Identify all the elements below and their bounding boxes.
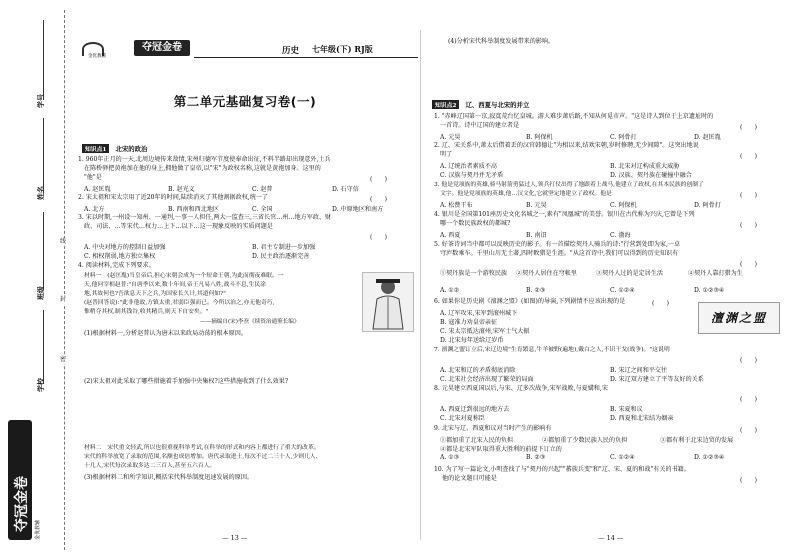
knowledge-point-2 [432,100,529,109]
q3-line-1: 3. 宋以时期,一州设一知州、一通判,一事一人担任,两大一监查三,三省长官…州…地方军政、财 [78,214,332,221]
r-q6-answer-blank[interactable]: ( ) [652,300,669,307]
r-q10-line-1: 10. 为了写一篇论文,小明查找了与"契丹的兴起""蕃族兵变"和"辽、宋、夏的和战"有关的书籍。 [434,466,690,473]
q2-answer-blank[interactable]: ( ) [370,196,387,203]
r-q7-option-d[interactable]: D. 宋辽双方建立了平等友好的关系 [610,376,704,383]
sidebar-brand-text: 夺冠金卷 [14,476,30,532]
r-q8-option-b[interactable]: B. 宋夏和议 [610,406,643,413]
q3-line-2: 政、司法、…等宋代…权力…上下…以下…这一现象反映的实质问题是 [84,223,273,230]
r-q1-option-c[interactable]: C. 阿骨打 [610,134,637,141]
cut-line [64,10,65,550]
q4-sub-3: (3)根据材料二和所学知识,概括宋代科举制度迅速发展的原因。 [84,474,254,481]
r-q8-line-1: 8. 元昊建立西夏国以后,与宋、辽多次战争,宋军战败,与夏媾和,宋 [434,385,608,392]
q1-option-b[interactable]: B. 赵光义 [168,186,195,193]
q4-sub-4-answer-area[interactable] [448,48,778,90]
q2-option-a[interactable]: A. 北方 [84,206,105,213]
header-brand: 夺冠金卷 [142,42,182,53]
cut-char-feng: 封 [60,296,67,303]
r-q2-option-b[interactable]: B. 北宋对辽构成重大威胁 [610,163,680,170]
r-q9-item-1: ①都加重了北宋人民的负担 [440,437,514,444]
q1-line-1: 1. 960年正月的一天,北周边境传来敌情,宋州归德军节度使奉命出征,不料半路却出现意外,士兵 [78,156,331,163]
header-brand-box [134,40,190,56]
q1-option-c[interactable]: C. 赵普 [252,186,273,193]
r-q10-line-2: 他的论文题目可能是 [442,475,497,482]
r-q3-option-d[interactable]: D. 阿骨打 [694,202,721,209]
q1-option-d[interactable]: D. 石守信 [332,186,359,193]
r-q5-option-b[interactable]: B. ②③ [526,287,546,294]
r-q8-option-a[interactable]: A. 西夏迁到很远的地方去 [440,406,510,413]
knowledge-point-1 [82,144,147,153]
r-q1-option-a[interactable]: A. 元昊 [440,134,461,141]
r-q1-answer-blank[interactable]: ( ) [740,124,757,131]
student-id-line [43,20,44,100]
kp2-label: 辽、西夏与北宋的并立 [465,101,530,109]
r-q6-option-c[interactable]: C. 宋太宗抵达澶州,宋军士气大振 [440,328,530,335]
q3-answer-blank[interactable]: ( ) [370,234,387,241]
r-q6-line-1: 6. 如果你是历史剧《澶渊之盟》(如图)的导演,下列剧情不应该出现的是 [434,298,626,305]
name-line [43,118,44,193]
q3-option-d[interactable]: D. 民主政治逐渐完善 [252,253,310,260]
q1-line-2: 在陈桥驿把黄袍加在他的身上,拥他做了皇帝,以"宋"为政权名称,这就是黄袍加身。这里的 [84,165,321,172]
name-label: 姓名 [37,186,45,200]
q3-option-c[interactable]: C. 相权削弱,地方独立集权 [84,253,156,260]
header-rule [194,57,418,58]
school-line [43,310,44,384]
r-q9-item-3: ③都有利于北宋边贸的发展 [660,437,734,444]
r-q5-line-2: 穹庐数乘车。千里山川无土著,四时畋猎是生涯。"从这首诗中,我们可以得到的历史知识有 [440,250,679,257]
page-title: 第二单元基础复习卷(一) [173,94,317,109]
r-q4-option-a[interactable]: A. 西夏 [440,232,461,239]
r-q9-line-1: 9. 北宋与辽、西夏和议对当时产生的影响有 [434,425,552,432]
q4-m1-line-5: 惟稍夺其权,制其钱谷,收其精兵,则天下自安矣。" [84,309,209,315]
q4-m1-source: ——摘编自(宋)李焘《续资治通鉴长编》 [200,319,300,325]
r-q4-option-c[interactable]: C. 渤海 [610,232,631,239]
q4-m1-line-3: 地,其故何也?吾欲息天下之兵,为国家长久计,其道何如?" [84,291,226,297]
q4-sub-2-answer-area[interactable] [84,388,404,436]
q4-sub-4: (4)分析宋代科举制度发展带来的影响。 [448,38,555,45]
portrait-figure-icon [363,273,413,331]
kp2-tag: 知识点2 [432,100,459,109]
q4-sub-2: (2)宋太祖对此采取了哪些措施着手加强中央集权?这些措施收到了什么效果? [84,378,289,385]
r-q5-item-4: ④契丹人靠打猎为生 [688,270,743,277]
r-q1-line-2: 一首诗。诗中辽国的建立者是 [440,122,520,129]
q4-sub-1: (1)根据材料一,分析赵普认为唐末以来政局动荡的根本原因。 [84,330,247,337]
class-line [43,212,44,290]
header-subject: 历史 [282,46,300,56]
r-q5-answer-blank[interactable]: ( ) [740,261,757,268]
r-q7-answer-blank[interactable]: ( ) [740,357,757,364]
r-q2-option-a[interactable]: A. 辽统治者素质不高 [440,163,498,170]
r-q4-answer-blank[interactable]: ( ) [740,222,757,229]
r-q7-option-c[interactable]: C. 北宋社会经济出现了繁荣的局面 [440,376,534,383]
sidebar-brand-block [8,420,32,540]
q3-option-b[interactable]: B. 君主专制进一步加强 [252,244,316,251]
r-q4-line-2: 哪一个数民族政权的都城? [440,220,511,227]
r-q1-option-b[interactable]: B. 阿保机 [526,134,553,141]
page-number-14: — 14 — [598,534,624,542]
r-q3-option-c[interactable]: C. 阿保机 [610,202,637,209]
q4-m2-line-3: 十几人,宋代每次录取多达二三百人,甚至五六百人。 [84,463,216,469]
page-divider [420,30,421,540]
r-q6-option-b[interactable]: B. 寇准力劝皇帝亲征 [440,319,498,326]
r-q2-line-2: 明了 [440,151,453,158]
q4-m1-line-2: 天,他问宰相赵普:"自唐季以来,数十年间,帝王凡易八姓,战斗不息,生民涂 [84,282,266,288]
r-q9-answer-blank[interactable]: ( ) [740,427,757,434]
page-number-13: — 13 — [222,534,248,542]
r-q6-option-a[interactable]: A. 辽军攻宋,宋军到澶州城下 [440,310,518,317]
q2-line-1: 2. 宋太祖和宋太宗用了近20年的时间,陆续消灭了其他割据政权,统一了 [78,194,269,201]
r-q5-option-d[interactable]: D. ①②③④ [694,287,725,294]
sidebar-brand-small: 金优教辅 [35,519,41,540]
q1-option-a[interactable]: A. 赵匡胤 [84,186,111,193]
r-q6-option-d[interactable]: D. 北宋每年送给辽岁币 [440,337,504,344]
r-q9-item-2: ②都加重了少数民族人民的负担 [542,437,628,444]
q4-m1-line-4: (赵普回答说):"此非他故,方镇太重,君弱臣强而已。今所以治之,亦无他奇巧, [84,300,275,306]
r-q9-item-4: ④都是北宋军队取得重大胜利的前提下订立的 [440,446,562,453]
school-label: 学校 [37,378,45,392]
r-q8-answer-blank[interactable]: ( ) [740,396,757,403]
q4-m2-line-2: 宋代的科举放宽了录取的范围,名额也成倍增加。唐代录取进士,每次不过二三十人,少则几人、 [84,454,322,460]
kp1-label: 北宋的政治 [115,145,148,153]
r-q9-option-b[interactable]: B. ②③ [526,454,546,461]
r-q8-option-c[interactable]: C. 北宋对夏称臣 [440,415,485,422]
r-q9-option-a[interactable]: A. ①③ [440,454,460,461]
q2-option-c[interactable]: C. 全国 [252,206,273,213]
r-q2-answer-blank[interactable]: ( ) [740,153,757,160]
r-q3-option-a[interactable]: A. 松赞干布 [440,202,473,209]
class-label: 班级 [37,286,45,300]
r-q5-line-1: 5. 好茶诗词当中都可以反映历史的影子。有一首描绘契丹人骑兵的诗:"行营到处即为家,一卓 [434,241,681,248]
r-q3-line-2: 文字。他是党项族的英雄,他…汉文化,它就坚定地建立了政权。他是 [440,191,612,197]
q2-option-d[interactable]: D. 中原地区和南方 [332,206,384,213]
student-id-label: 学号 [37,94,45,108]
q4-m1-line-1: 材料一 (赵匡胤)当皇帝后,担心宋朝会成为一个短命王朝,为此而彻夜难眠。一 [84,273,284,279]
r-q8-option-d[interactable]: D. 西夏和北宋结为姻亲 [610,415,674,422]
r-q2-option-d[interactable]: D. 汉族、契丹族在碰撞中融合 [610,172,692,179]
r-q2-option-c[interactable]: C. 汉族与契丹并无矛盾 [440,172,504,179]
r-q5-item-3: ③契丹人过的是定居生活 [596,270,664,277]
q4-m2-line-1: 材料二 宋代重文轻武,所以也很重视科举考试,在科举的形式和内容上都进行了重大的改革。 [84,445,320,451]
q4-sub-3-answer-area[interactable] [84,484,404,524]
q4-line-1: 4. 阅读材料,完成下列要求。 [78,262,155,269]
cut-char-xian: 线 [60,238,67,245]
logo-brand-small: 金优教辅 [88,54,106,59]
chanyuan-poster-image [698,302,780,334]
page-13 [72,0,418,556]
header-grade: 七年级(下) RJ版 [312,44,373,54]
header-logo [82,38,140,60]
page-14 [430,0,792,556]
r-q7-line-1: 7. 澶渊之盟订立后,宋辽边境"生育繁息,牛羊被野(遍地),戴白之人,不识干戈(战争)。"这说明 [434,347,670,353]
q1-answer-blank[interactable]: ( ) [370,176,387,183]
q4-sub-1-answer-area[interactable] [84,340,404,374]
r-q10-answer-blank[interactable]: ( ) [740,477,757,484]
r-q5-option-c[interactable]: C. ①②④ [610,287,635,294]
cut-char-mi: 密 [60,356,67,363]
r-q2-line-1: 2. 辽、宋关系中,萧太后借着丢的汉官韩德让"为相以来,结欢宋朝,岁时修聘,无少间隙"。这突出地说 [434,142,699,149]
q1-line-3: "他"是 [84,174,102,181]
r-q5-item-2: ②契丹人居住在穹帐里 [516,270,577,277]
binding-sidebar [0,0,67,556]
r-q1-line-1: 1. "赤峰辽国第一京,寂寞荒台忆皇城。游人难步萧后路,不知从何觅市声。"这是诗人到位于上京遗址时的 [434,113,714,120]
q2-option-b[interactable]: B. 西南和西北地区 [168,206,220,213]
r-q7-option-a[interactable]: A. 北宋和辽的矛盾彻底消除 [440,367,516,374]
r-q3-option-b[interactable]: B. 元昊 [526,202,547,209]
r-q3-answer-blank[interactable]: ( ) [740,192,757,199]
r-q7-option-b[interactable]: B. 宋辽之间和平交往 [610,367,668,374]
portrait-image [362,272,414,332]
r-q3-line-1: 3. 他是党项族的英雄,骑马射箭勇猛过人,领兵打仗出得了地跟着上战马,他建立了政权,在其本民族的创制了 [434,182,704,188]
kp1-tag: 知识点1 [82,144,109,153]
r-q4-option-b[interactable]: B. 南诏 [526,232,547,239]
r-q1-option-d[interactable]: D. 赵匡胤 [694,134,721,141]
r-q9-option-d[interactable]: D. ①②③④ [694,454,725,461]
r-q5-item-1: ①契丹族是一个游牧民族 [440,270,508,277]
r-q4-line-1: 4. 银川是全国第101座历史文化名城之一,素有"凤凰城"的美誉。银川在古代称为兴庆,它曾是下列 [434,211,695,218]
q3-option-a[interactable]: A. 中央对地方的控制日益加强 [84,244,166,251]
chanyuan-poster-caption: 澶渊之盟 [710,311,767,325]
r-q5-option-a[interactable]: A. ①② [440,287,460,294]
r-q9-option-c[interactable]: C. ①②④ [610,454,635,461]
